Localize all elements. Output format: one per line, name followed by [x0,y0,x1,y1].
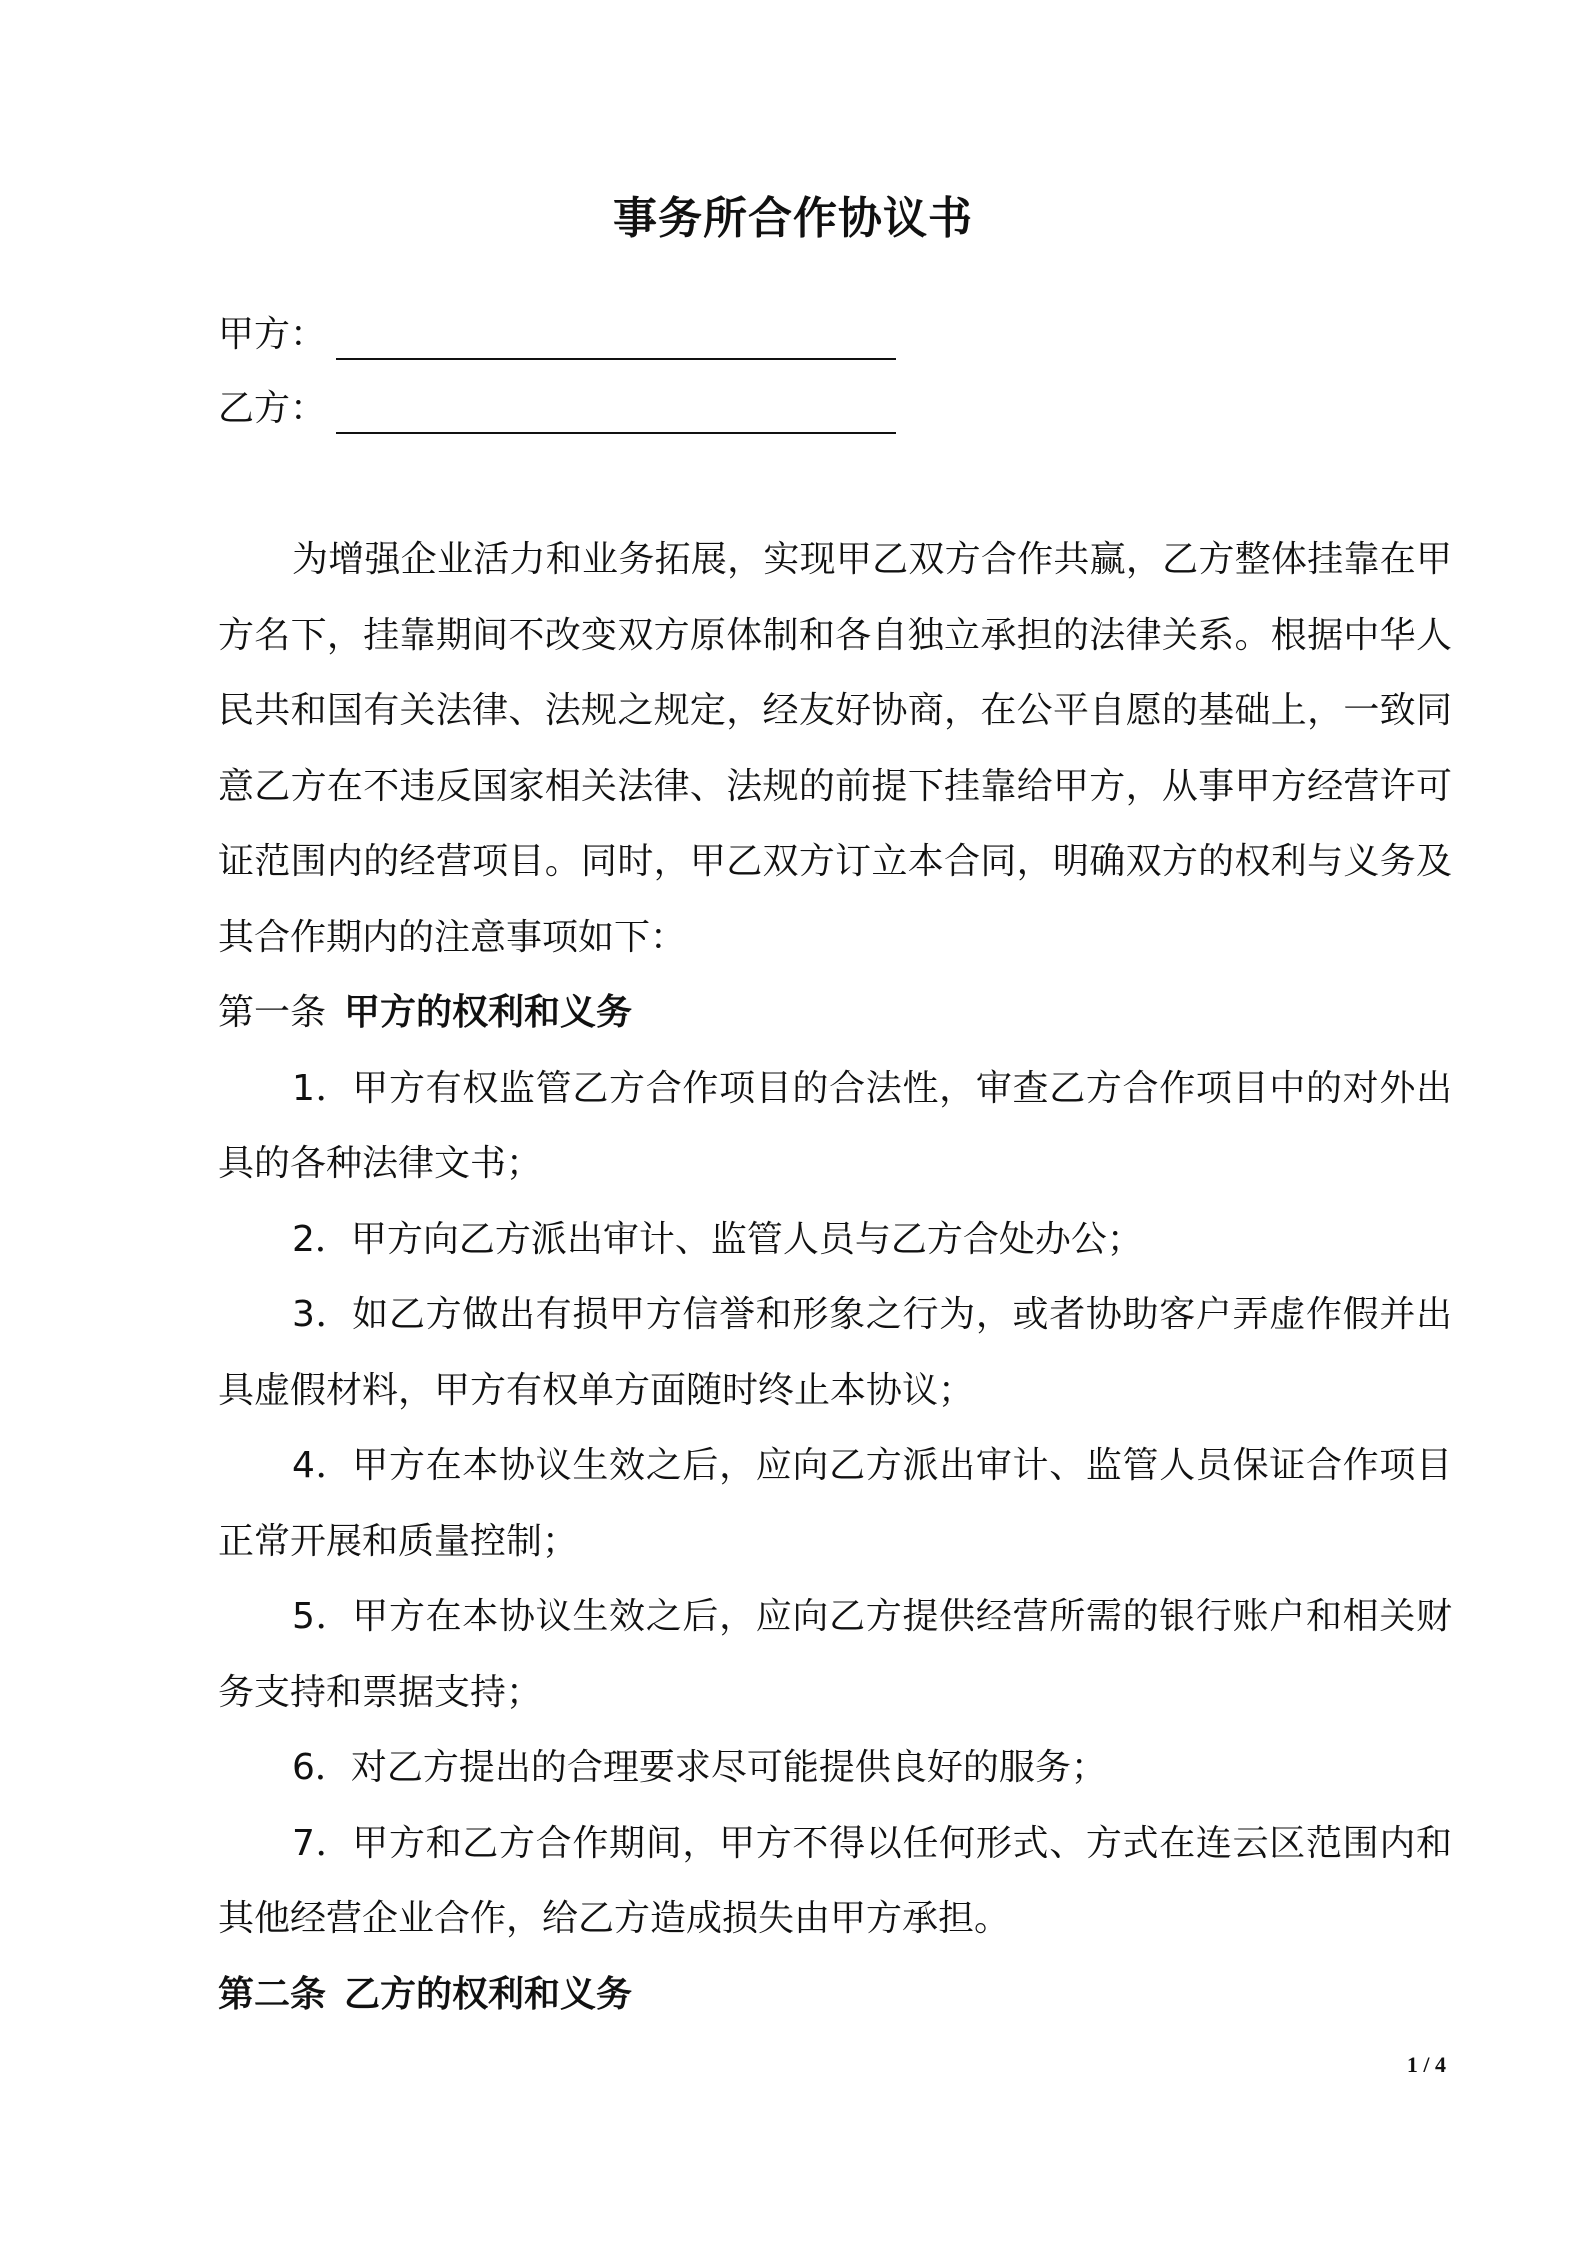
document-title: 事务所合作协议书 [613,193,973,244]
article-2-heading [218,1957,1452,2033]
article-1-item: 1．甲方有权监管乙方合作项目的合法性，审查乙方合作项目中的对外出具的各种法律文书； [218,1067,1452,1184]
article-1-title: 甲方的权利和义务 [344,992,633,1033]
article-1-item: 3．如乙方做出有损甲方信誉和形象之行为，或者协助客户弄虚作假并出具虚假材料，甲方有权单方面随时终止本协议； [218,1294,1452,1411]
page-number: 1 / 4 [1406,2052,1446,2077]
party-b-blank [336,392,896,434]
article-1-item: 7．甲方和乙方合作期间，甲方不得以任何形式、方式在连云区范围内和其他经营企业合作，给乙方造成损失由甲方承担。 [218,1822,1452,1939]
party-b-line [218,384,896,434]
article-1-item: 5．甲方在本协议生效之后，应向乙方提供经营所需的银行账户和相关财务支持和票据支持； [218,1596,1452,1713]
party-a-line [218,310,896,360]
article-1-heading [218,975,1452,1051]
article-1-number: 第一条 [218,992,327,1033]
article-1-item: 6．对乙方提出的合理要求尽可能提供良好的服务； [292,1747,1107,1788]
article-2-title: 乙方的权利和义务 [344,1973,633,2015]
document-body [218,522,1452,2032]
party-a-label: 甲方： [218,314,327,355]
article-1-item: 2．甲方向乙方派出审计、监管人员与乙方合处办公； [292,1218,1143,1260]
preamble-paragraph: 为增强企业活力和业务拓展，实现甲乙双方合作共赢，乙方整体挂靠在甲方名下，挂靠期间不改变双方原体制和各自独立承担的法律关系。根据中华人民共和国有关法律、法规之规定，经友好协商，在公平自愿的基础上，一致同意乙方在不违反国家相关法律、法规的前提下挂靠给甲方，从事甲方经营许可证范围内的经营项目。同时，甲乙双方订立本合同，明确双方的权利与义务及其合作期内的注意事项如下： [218,539,1452,958]
party-a-blank [336,318,896,360]
article-2-number: 第二条 [218,1973,327,2015]
article-1-item: 4．甲方在本协议生效之后，应向乙方派出审计、监管人员保证合作项目正常开展和质量控制； [218,1445,1452,1562]
party-b-label: 乙方： [218,388,327,429]
